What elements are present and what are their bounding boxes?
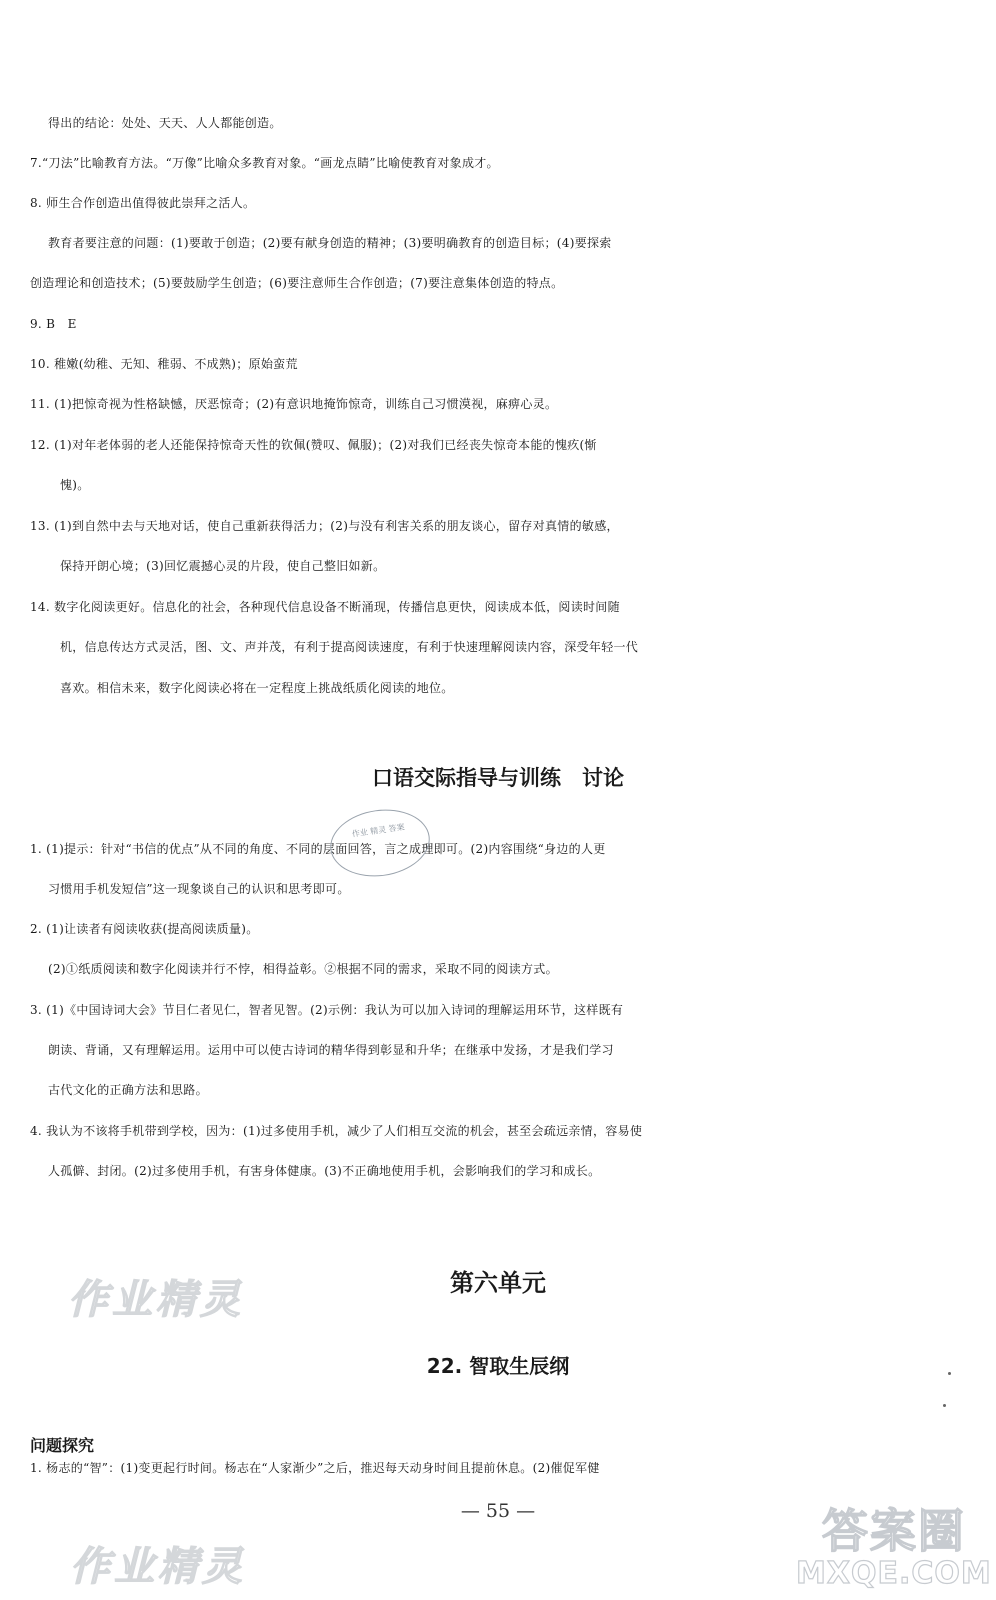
scan-speck bbox=[943, 1404, 946, 1407]
text-line: 教育者要注意的问题：(1)要敢于创造；(2)要有献身创造的精神；(3)要明确教育的创造目标；(4)要探索 bbox=[48, 236, 612, 250]
text-line: 11. (1)把惊奇视为性格缺憾，厌恶惊奇；(2)有意识地掩饰惊奇，训练自己习惯漠视，麻痹心灵。 bbox=[30, 397, 558, 411]
text-line: 10. 稚嫩(幼稚、无知、稚弱、不成熟)；原始蛮荒 bbox=[30, 357, 298, 371]
text-line: 4. 我认为不该将手机带到学校，因为：(1)过多使用手机，减少了人们相互交流的机会，甚至会疏远亲情，容易使 bbox=[30, 1124, 643, 1138]
text-line: 7.“刀法”比喻教育方法。“万像”比喻众多教育对象。“画龙点睛”比喻使教育对象成才。 bbox=[30, 156, 499, 170]
unit-heading: 第六单元 bbox=[450, 1269, 546, 1297]
text-line: 2. (1)让读者有阅读收获(提高阅读质量)。 bbox=[30, 922, 259, 936]
text-line: 9. B E bbox=[30, 317, 77, 331]
text-line: 创造理论和创造技术；(5)要鼓励学生创造；(6)要注意师生合作创造；(7)要注意集体创造的特点。 bbox=[30, 276, 564, 290]
section-label: 问题探究 bbox=[30, 1436, 95, 1455]
watermark-logo: 作业精灵 bbox=[70, 1544, 246, 1590]
text-line: 保持开朗心境；(3)回忆震撼心灵的片段，使自己整旧如新。 bbox=[60, 559, 386, 573]
page-number: — 55 — bbox=[460, 1500, 536, 1522]
text-line: 12. (1)对年老体弱的老人还能保持惊奇天性的钦佩(赞叹、佩服)；(2)对我们已经丧失惊奇本能的愧疚(惭 bbox=[30, 438, 597, 452]
section-heading-oral: 口语交际指导与训练 讨论 bbox=[372, 766, 624, 790]
text-line: 古代文化的正确方法和思路。 bbox=[48, 1083, 208, 1097]
site-logo: 答案圈 MXQE.COM bbox=[796, 1504, 992, 1591]
stamp-seal: 作业 精灵 答案 bbox=[326, 803, 434, 882]
text-line: (2)①纸质阅读和数字化阅读并行不悖，相得益彰。②根据不同的需求，采取不同的阅读方式。 bbox=[48, 962, 558, 976]
text-line: 习惯用手机发短信”这一现象谈自己的认识和思考即可。 bbox=[48, 882, 350, 896]
text-line: 8. 师生合作创造出值得彼此崇拜之活人。 bbox=[30, 196, 256, 210]
text-line: 13. (1)到自然中去与天地对话，使自己重新获得活力；(2)与没有利害关系的朋友谈心，留存对真情的敏感， bbox=[30, 519, 619, 533]
text-line: 愧)。 bbox=[60, 478, 90, 492]
text-line: 1. (1)提示：针对“书信的优点”从不同的角度、不同的层面回答，言之成理即可。(2)内容围绕“身边的人更 bbox=[30, 842, 606, 856]
lesson-heading: 22. 智取生辰纲 bbox=[426, 1354, 570, 1378]
text-line: 机，信息传达方式灵活，图、文、声并茂，有利于提高阅读速度，有利于快速理解阅读内容，深受年轻一代 bbox=[60, 640, 639, 654]
text-line: 喜欢。相信未来，数字化阅读必将在一定程度上挑战纸质化阅读的地位。 bbox=[60, 681, 454, 695]
text-line: 得出的结论：处处、天天、人人都能创造。 bbox=[48, 116, 282, 130]
text-line: 朗读、背诵，又有理解运用。运用中可以使古诗词的精华得到彰显和升华；在继承中发扬，才是我们学习 bbox=[48, 1043, 614, 1057]
text-line: 14. 数字化阅读更好。信息化的社会，各种现代信息设备不断涌现，传播信息更快，阅读成本低，阅读时间随 bbox=[30, 600, 620, 614]
text-line: 人孤僻、封闭。(2)过多使用手机，有害身体健康。(3)不正确地使用手机，会影响我们的学习和成长。 bbox=[48, 1164, 601, 1178]
text-line: 3. (1)《中国诗词大会》节目仁者见仁，智者见智。(2)示例：我认为可以加入诗词的理解运用环节，这样既有 bbox=[30, 1003, 624, 1017]
scan-speck bbox=[948, 1372, 951, 1375]
watermark-logo: 作业精灵 bbox=[68, 1277, 244, 1323]
text-line: 1. 杨志的“智”：(1)变更起行时间。杨志在“人家渐少”之后，推迟每天动身时间且提前休息。(2)催促军健 bbox=[30, 1461, 600, 1475]
